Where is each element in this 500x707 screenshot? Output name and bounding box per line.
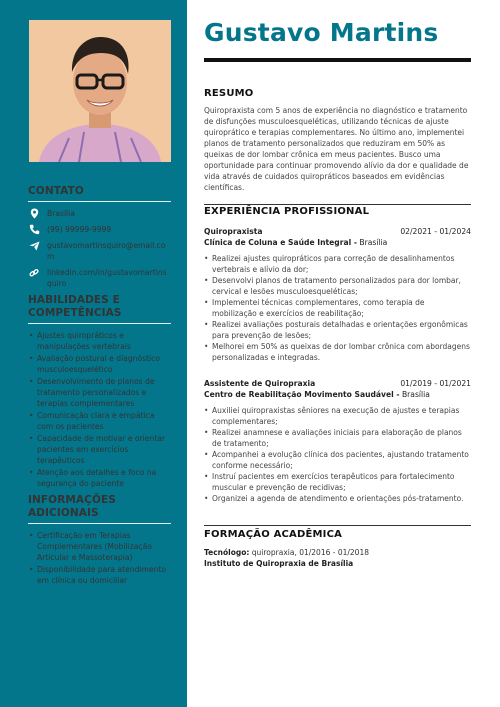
contact-heading: CONTATO [28,185,171,202]
list-item: • Realizei ajustes quiropráticos para correção de desalinhamentos vertebrais e alívio da dor; [204,253,471,275]
contact-section [28,185,171,294]
experience-section [204,206,471,219]
additional-section [28,494,171,587]
page-title: Gustavo Martins [204,18,439,47]
location-icon [28,208,40,219]
additional-list [28,530,171,586]
list-item: • Desenvolvimento de planos de tratamento personalizados e terapias complementares [28,376,171,409]
job-title: Assistente de Quiropraxia [204,379,316,388]
list-item: • Instruí pacientes em exercícios terapêuticos para fortalecimento muscular e prevenção de recidivas; [204,471,471,493]
avatar [29,20,171,162]
contact-phone [28,224,171,235]
experience-heading: EXPERIÊNCIA PROFISSIONAL [204,206,370,217]
additional-heading: INFORMAÇÕES ADICIONAIS [28,494,171,524]
list-item: • Disponibilidade para atendimento em clínica ou domiciliar [28,564,171,586]
list-item: • Melhorei em 50% as queixas de dor lombar crônica com abordagens personalizadas e integradas. [204,341,471,363]
list-item: • Desenvolvi planos de tratamento personalizados para dor lombar, cervical e lesões musculoesqueléticas; [204,275,471,297]
send-icon [28,240,40,251]
list-item: • Implementei técnicas complementares, como terapia de mobilização e exercícios de reabilitação; [204,297,471,319]
experience-divider [204,204,471,205]
contact-linkedin-text: linkedin.com/in/gustavomartinsquiro [47,268,167,288]
summary-heading: RESUMO [204,88,254,99]
degree-label: Tecnólogo: [204,548,250,557]
degree-text: quiropraxia, 01/2016 - 01/2018 [249,548,369,557]
job-title: Quiropraxista [204,227,263,236]
job-dates: 02/2021 - 01/2024 [400,227,471,236]
education-divider [204,525,471,526]
contact-email[interactable] [28,240,171,262]
job-2 [204,378,471,504]
list-item: • Ajustes quiropráticos e manipulações vertebrais [28,330,171,352]
summary-text: Quiropraxista com 5 anos de experiência no diagnóstico e tratamento de disfunções musculoesqueléticas, utilizando técnicas de ajuste quiroprático e terapias complementares. No último ano, implementei planos de tratamento personalizados que reduziram em 50% as queixas de dor lombar crônica em meus pacientes. Busco uma oportunidade para continuar promovendo alívio da dor e qualidade de vida através de cuidados quiropráticos baseados em evidências científicas. [204,106,469,192]
list-item: • Capacidade de motivar e orientar pacientes em exercícios terapêuticos [28,433,171,466]
list-item: • Realizei anamnese e avaliações iniciais para elaboração de planos de tratamento; [204,427,471,449]
phone-icon [28,224,40,235]
education-heading: FORMAÇÃO ACADÊMICA [204,529,343,540]
list-item: • Avaliação postural e diagnóstico musculoesquelético [28,353,171,375]
contact-location [28,208,171,219]
contact-location-text: Brasília [47,209,75,218]
list-item: • Certificação em Terapias Complementares (Mobilização Articular e Massoterapia) [28,530,171,563]
job-bullets [204,253,471,363]
skills-section [28,294,171,490]
job-city: Brasília [399,390,430,399]
skills-list [28,330,171,489]
job-org: Centro de Reabilitação Movimento Saudável - [204,390,400,399]
job-bullets [204,405,471,504]
skills-heading: HABILIDADES E COMPETÊNCIAS [28,294,171,324]
link-icon [28,267,40,278]
contact-email-text: gustavomartinsquiro@email.com [47,241,166,261]
contact-phone-text: (99) 99999-9999 [47,225,112,234]
job-1 [204,226,471,363]
list-item: • Organizei a agenda de atendimento e orientações pós-tratamento. [204,493,471,504]
contact-linkedin[interactable] [28,267,171,289]
job-city: Brasília [357,238,388,247]
institution: Instituto de Quiropraxia de Brasília [204,559,354,568]
profile-photo [29,20,171,162]
list-item: • Comunicação clara e empática com os pacientes [28,410,171,432]
list-item: • Auxiliei quiropraxistas sêniores na execução de ajustes e terapias complementares; [204,405,471,427]
list-item: • Atenção aos detalhes e foco na segurança do paciente [28,467,171,489]
education-section [204,529,471,569]
list-item: • Realizei avaliações posturais detalhadas e orientações ergonômicas para prevenção de lesões; [204,319,471,341]
job-org: Clínica de Coluna e Saúde Integral - [204,238,357,247]
summary-section [204,88,471,193]
job-dates: 01/2019 - 01/2021 [400,379,471,388]
list-item: • Acompanhei a evolução clínica dos pacientes, ajustando tratamento conforme necessário; [204,449,471,471]
title-divider [204,58,471,62]
